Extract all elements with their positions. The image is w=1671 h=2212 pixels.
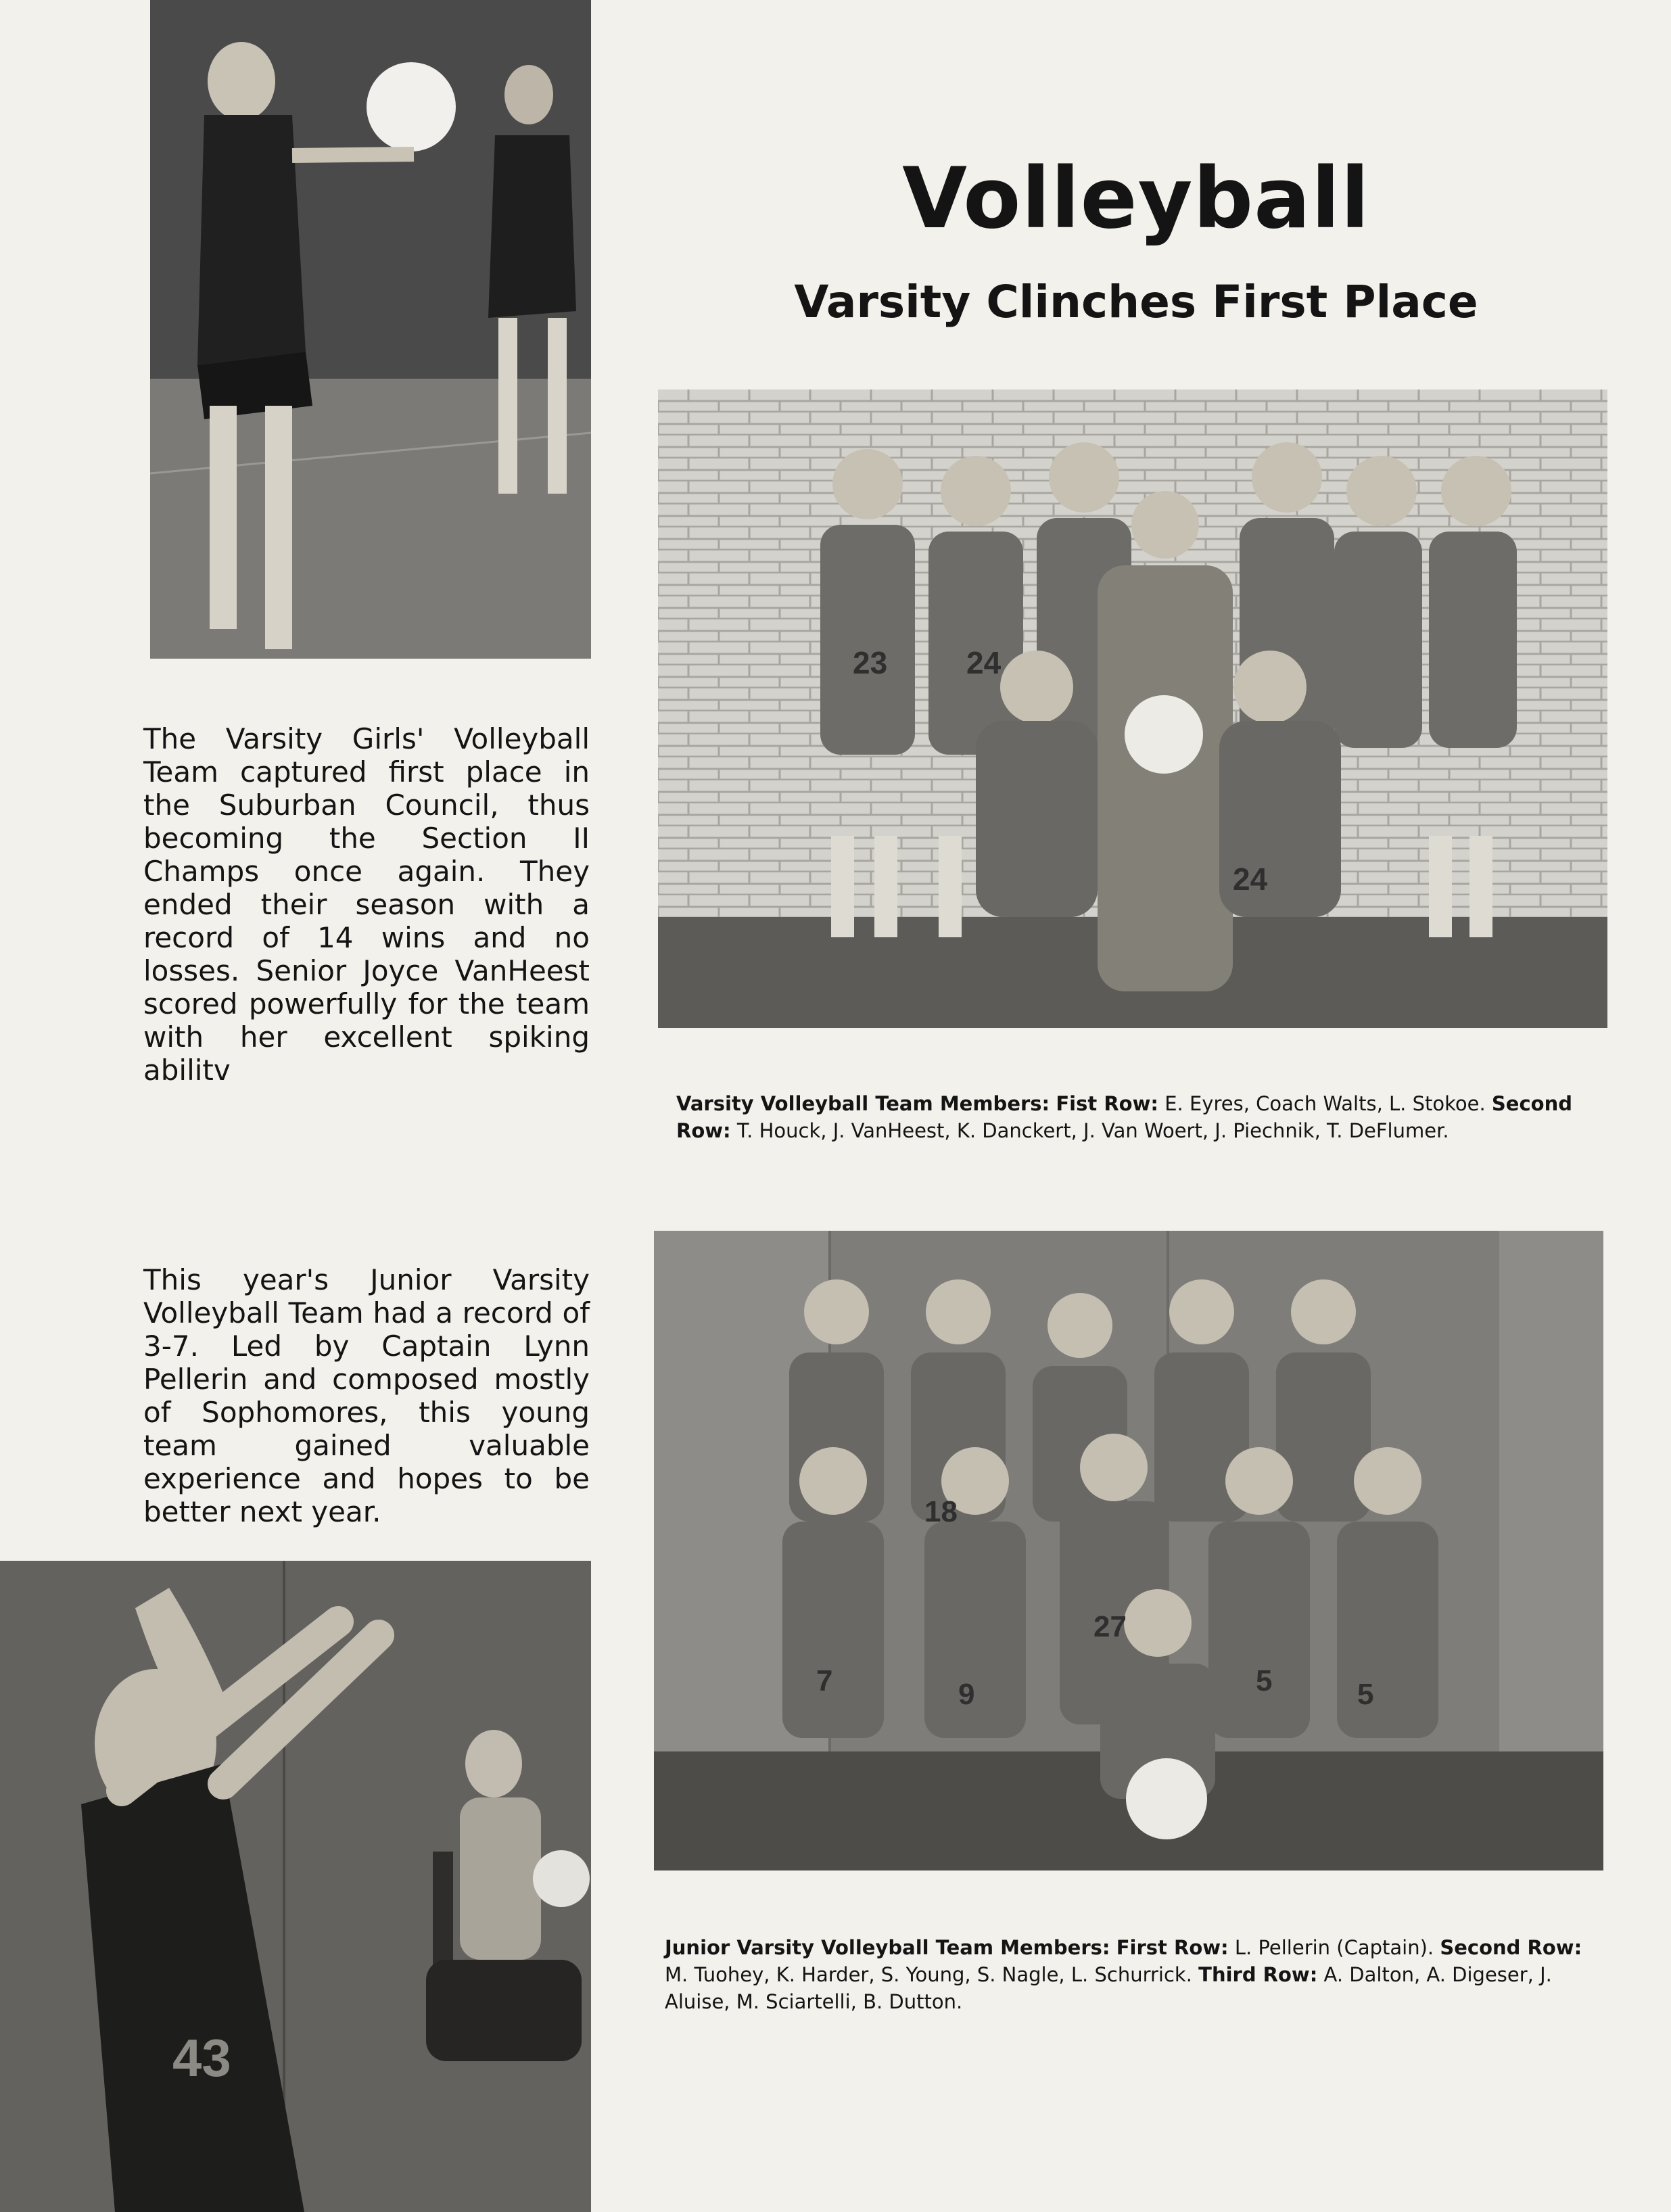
jersey-number: 18 [924,1495,958,1528]
caption-row-label: Third Row: [1198,1963,1318,1986]
caption-row-names: L. Pellerin (Captain). [1234,1936,1434,1959]
jersey-number: 24 [1233,862,1268,897]
jv-team-caption [665,1934,1595,2015]
caption-lead: Junior Varsity Volleyball Team Members: [665,1936,1110,1959]
caption-row-names: E. Eyres, Coach Walts, L. Stokoe. [1164,1092,1486,1115]
varsity-team-photo [658,390,1607,1028]
caption-row-label: Second Row: [676,1092,1572,1142]
jersey-number: 43 [172,2028,231,2088]
jersey-number: 5 [1256,1664,1273,1697]
caption-row-names: M. Tuohey, K. Harder, S. Young, S. Nagle, L. Schurrick. [665,1963,1192,1986]
jersey-number: 23 [853,645,888,680]
jersey-number: 7 [816,1664,833,1697]
caption-row-names: T. Houck, J. VanHeest, K. Danckert, J. Van Woert, J. Piechnik, T. DeFlumer. [736,1119,1449,1142]
caption-row-label: First Row: [1116,1936,1229,1959]
caption-row-label: Second Row: [1440,1936,1582,1959]
jersey-number: 27 [1093,1610,1127,1643]
jv-summary-text: This year's Junior Varsity Volleyball Team had a record of 3-7. Led by Captain Lynn Pellerin and composed mostly of Sophomores, this young team gained valuable experience and hopes to be better next year. [143,1263,590,1528]
varsity-summary-text: The Varsity Girls' Volleyball Team captured first place in the Suburban Council, thus becoming the Section II Champs once again. They ended their season with a record of 14 wins and no losses. Senior Joyce VanHeest scored powerfully for the team with her excellent spiking abilitv [143,722,590,1087]
jersey-number: 24 [966,645,1002,680]
caption-row-label: Fist Row: [1056,1092,1158,1115]
volleyball-bump-photo [150,0,591,659]
page-subtitle: Varsity Clinches First Place [794,276,1478,328]
jersey-number: 9 [958,1678,975,1711]
caption-lead: Varsity Volleyball Team Members: [676,1092,1050,1115]
varsity-team-caption [676,1090,1596,1144]
volleyball-set-photo [0,1561,591,2212]
jv-team-photo [654,1231,1603,1870]
caption-row-names: A. Dalton, A. Digeser, J. Aluise, M. Sciartelli, B. Dutton. [665,1963,1552,2013]
page-title: Volleyball [902,150,1370,248]
jersey-number: 5 [1357,1678,1374,1711]
